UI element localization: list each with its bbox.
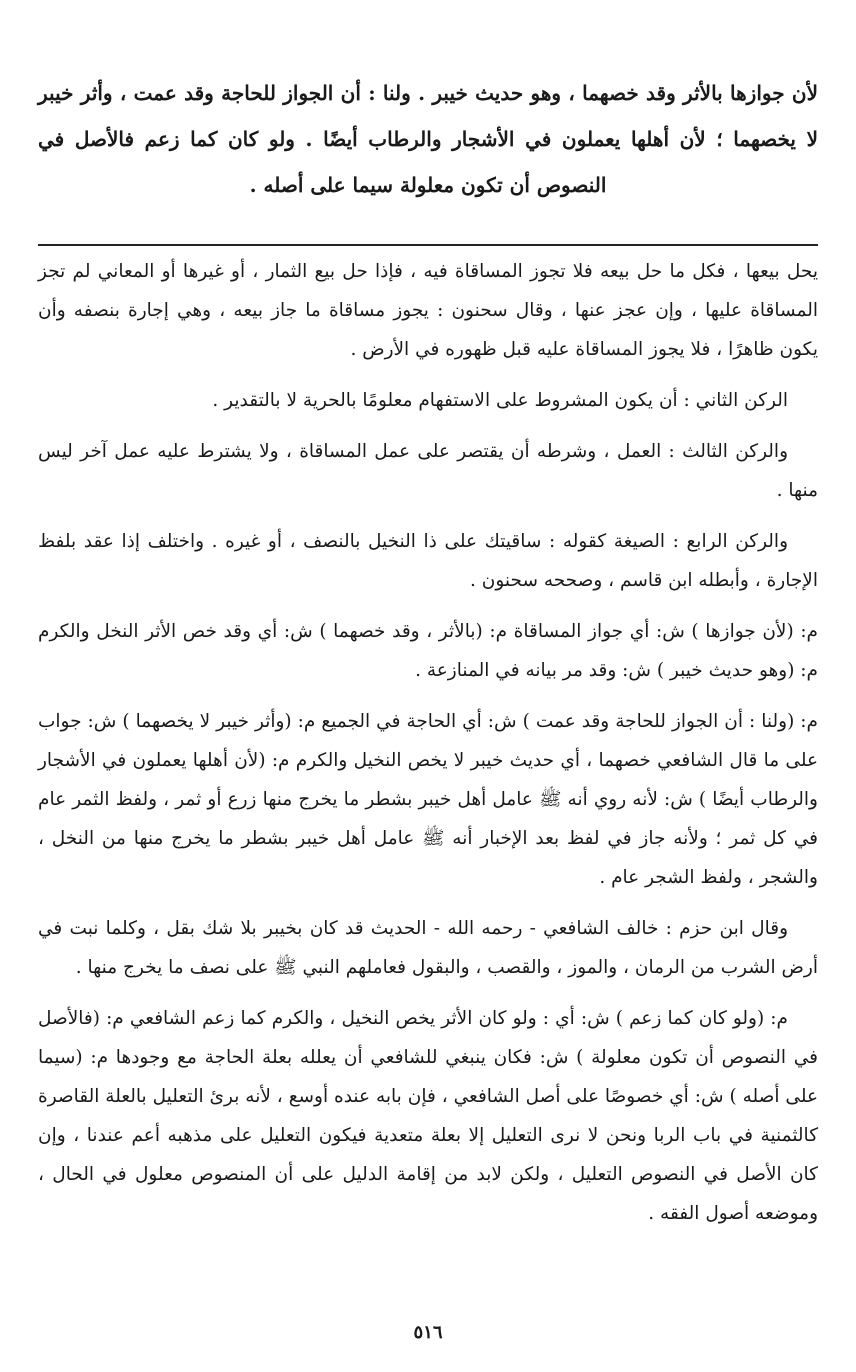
commentary-paragraph: وقال ابن حزم : خالف الشافعي - رحمه الله - الحديث قد كان بخيبر بلا شك بقل ، وكلما نبت في أرض الشرب من الرمان ، والموز ، والقصب ، والبقول فعاملهم النبي ﷺ على نصف ما يخرج منها . [38, 918, 818, 978]
footnote-divider [38, 244, 818, 246]
commentary-paragraph: والركن الرابع : الصيغة كقوله : ساقيتك على ذا النخيل بالنصف ، أو غيره . واختلف إذا عقد بلفظ الإجارة ، وأبطله ابن قاسم ، وصححه سحنون . [38, 531, 818, 591]
main-text: لأن جوازها بالأثر وقد خصهما ، وهو حديث خيبر . ولنا : أن الجواز للحاجة وقد عمت ، وأثر خيبر لا يخصهما ؛ لأن أهلها يعملون في الأشجار والرطاب أيضًا . ولو كان كما زعم فالأصل في النصوص أن تكون معلولة سيما على أصله . [38, 81, 818, 197]
commentary-block [38, 252, 818, 1233]
page-body [38, 70, 818, 1233]
commentary-paragraph: م: (لأن جوازها ) ش: أي جواز المساقاة م: (بالأثر ، وقد خصهما ) ش: أي وقد خص الأثر النخل والكرم م: (وهو حديث خيبر ) ش: وقد مر بيانه في المنازعة . [38, 621, 818, 681]
main-text-block [38, 70, 818, 208]
commentary-paragraph: م: (ولو كان كما زعم ) ش: أي : ولو كان الأثر يخص النخيل ، والكرم كما زعم الشافعي م: (فالأصل في النصوص أن تكون معلولة ) ش: فكان ينبغي للشافعي أن يعلله بعلة الحاجة مع وجودها م: (سيما على أصله ) ش: أي خصوصًا على أصل الشافعي ، فإن بابه عنده أوسع ، لأنه برئ التعليل بالعلة القاصرة كالثمنية في باب الربا ونحن لا نرى التعليل إلا بعلة متعدية فيكون التعليل على مذهبه أعم عندنا ، وإن كان الأصل في النصوص التعليل ، ولكن لابد من إقامة الدليل على أن المنصوص معلول في الحال ، وموضعه أصول الفقه . [38, 1008, 818, 1224]
commentary-paragraph: يحل بيعها ، فكل ما حل بيعه فلا تجوز المساقاة فيه ، فإذا حل بيع الثمار ، أو غيرها أو المعاني لم تجز المساقاة عليها ، وإن عجز عنها ، وقال سحنون : يجوز مساقاة ما جاز بيعه ، وهي إجارة بنصفه وأن يكون ظاهرًا ، فلا يجوز المساقاة عليه قبل ظهوره في الأرض . [38, 261, 818, 360]
commentary-paragraph: الركن الثاني : أن يكون المشروط على الاستفهام معلومًا بالحرية لا بالتقدير . [212, 390, 788, 411]
page-number: ٥١٦ [413, 1322, 443, 1343]
commentary-paragraph: والركن الثالث : العمل ، وشرطه أن يقتصر على عمل المساقاة ، ولا يشترط عليه عمل آخر ليس منها . [38, 441, 818, 501]
commentary-paragraph: م: (ولنا : أن الجواز للحاجة وقد عمت ) ش: أي الحاجة في الجميع م: (وأثر خيبر لا يخصهما ) ش: جواب على ما قال الشافعي خصهما ، أي حديث خيبر لا يخص النخيل والكرم م: (لأن أهلها يعملون في الأشجار والرطاب أيضًا ) ش: لأنه روي أنه ﷺ عامل أهل خيبر بشطر ما يخرج منها زرع أو ثمر ، ولفظ الثمر عام في كل ثمر ؛ ولأنه جاز في لفظ بعد الإخبار أنه ﷺ عامل أهل خيبر بشطر ما يخرج منها من النخل ، والشجر ، ولفظ الشجر عام . [38, 711, 818, 888]
